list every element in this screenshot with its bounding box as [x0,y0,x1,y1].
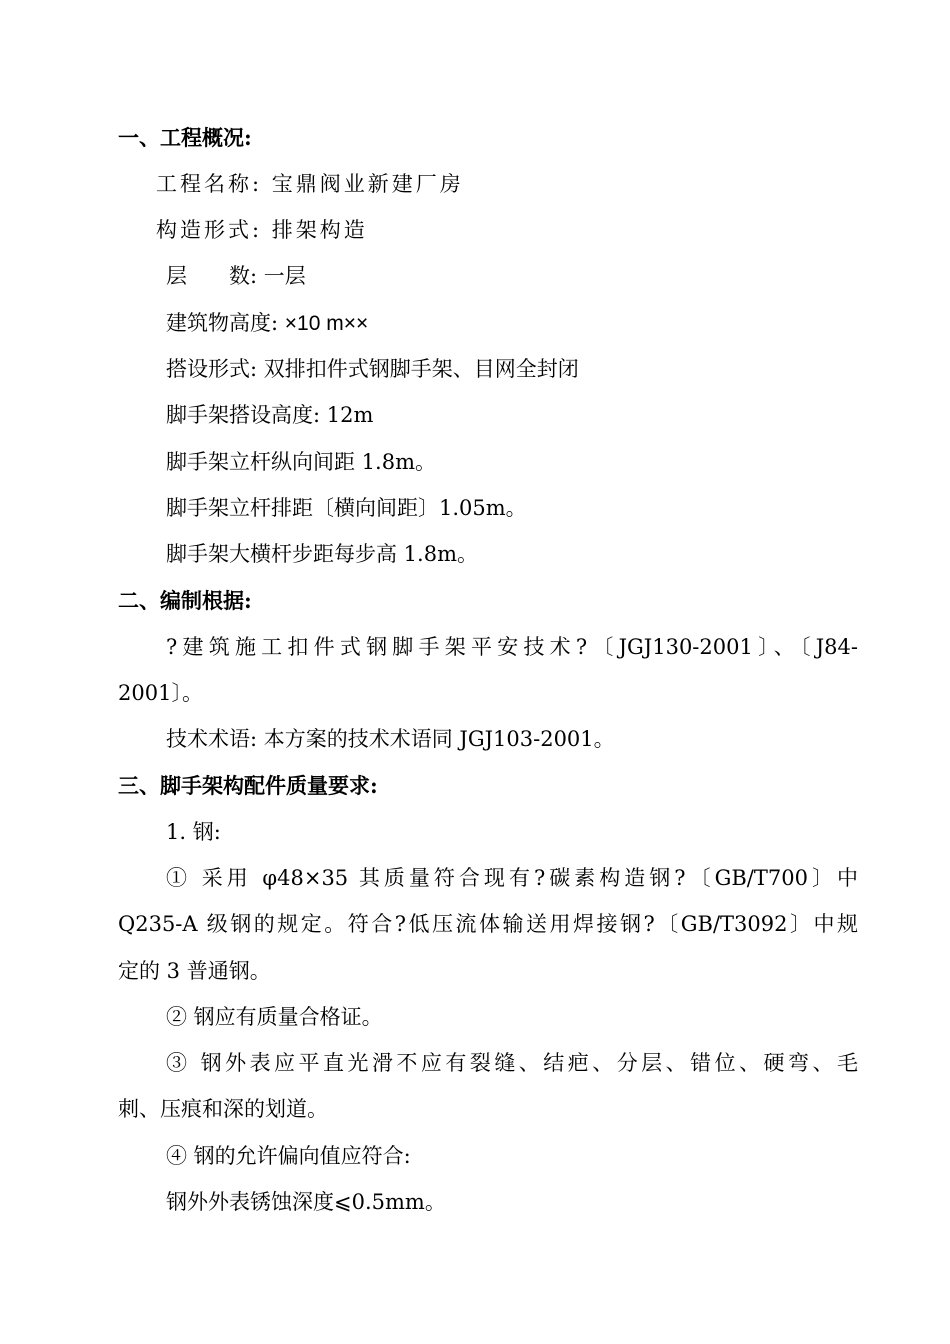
basis-line-2: 2001〕。 [118,681,203,705]
section-title-basis: 二、编制根据: [118,588,252,613]
item-steel-heading: 1. 钢: [166,820,221,844]
structure-form-value: 排架构造 [271,218,368,242]
step-distance-line: 脚手架大横杆步距每步高 1.8m。 [166,542,478,566]
building-height-value: ×10 m×× [284,312,369,335]
longitudinal-spacing-line: 脚手架立杆纵向间距 1.8m。 [166,450,436,474]
floors-value: 一层 [263,264,306,288]
para-2: ② 钢应有质量合格证。 [166,1005,383,1029]
erection-form-value: 双排扣件式钢脚手架、目网全封闭 [263,357,579,381]
para-3-line-1: ③ 钢外表应平直光滑不应有裂缝、结疤、分层、错位、硬弯、毛 [166,1051,858,1075]
floors-line [166,263,306,289]
para-3-line-2: 刺、压痕和深的划道。 [118,1097,328,1121]
section-title-overview: 一、工程概况: [118,125,252,150]
floors-label-b: 数: [229,264,258,288]
erection-form-line [166,356,579,382]
scaffold-height-line: 脚手架搭设高度: 12m [166,403,374,427]
para-4: ④ 钢的允许偏向值应符合: [166,1144,411,1168]
row-spacing-line: 脚手架立杆排距〔横向间距〕1.05m。 [166,496,527,520]
section-title-quality: 三、脚手架构配件质量要求: [118,773,378,798]
technical-terms-line: 技术术语: 本方案的技术术语同 JGJ103-2001。 [166,727,615,751]
project-name-label: 工程名称: [156,172,263,196]
building-height-line [166,310,368,337]
para-1-line-1: ① 采用 φ48×35 其质量符合现有?碳素构造钢?〔GB/T700〕中 [166,866,858,890]
basis-line-1: ?建筑施工扣件式钢脚手架平安技术?〔JGJ130-2001〕、〔J84- [166,635,858,659]
structure-form-line [156,217,368,243]
para-1-line-3: 定的 3 普通钢。 [118,959,271,983]
para-1-line-2: Q235-A 级钢的规定。符合?低压流体输送用焊接钢?〔GB/T3092〕中规 [118,912,858,936]
erection-form-label: 搭设形式: [166,357,258,381]
building-height-label: 建筑物高度: [166,311,279,335]
para-5: 钢外外表锈蚀深度⩽0.5mm。 [166,1190,446,1214]
project-name-value: 宝鼎阀业新建厂房 [271,172,464,196]
floors-label-a: 层 [166,264,187,288]
project-name-line [156,171,464,197]
structure-form-label: 构造形式: [156,218,263,242]
